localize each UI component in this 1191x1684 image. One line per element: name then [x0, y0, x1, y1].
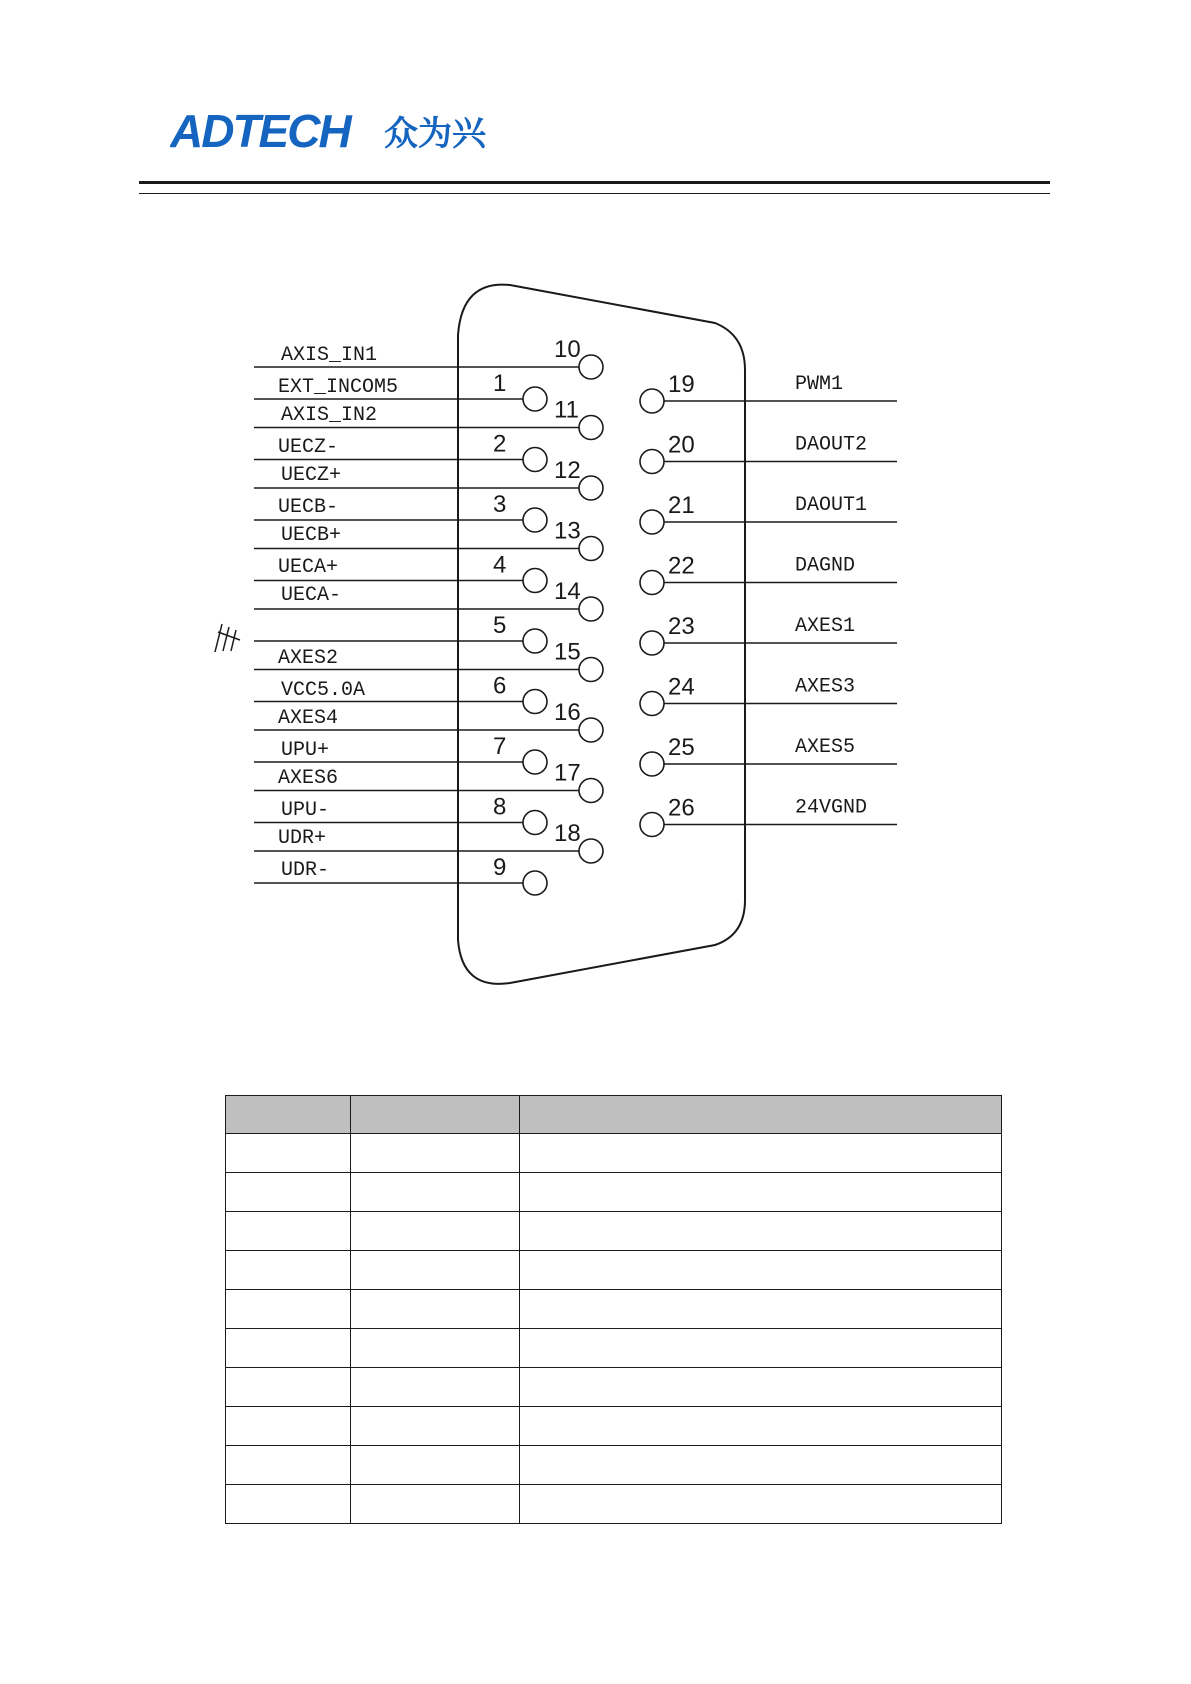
pin-26 — [640, 813, 664, 837]
table-cell — [226, 1290, 351, 1329]
pin-number-1: 1 — [493, 370, 507, 397]
pin-number-9: 9 — [493, 854, 507, 881]
table-cell — [226, 1134, 351, 1173]
right-signal-label: DAOUT2 — [795, 433, 868, 457]
table-cell — [226, 1173, 351, 1212]
left-signal-label: UECB+ — [281, 524, 342, 547]
pin-1 — [523, 387, 547, 411]
table-cell — [520, 1407, 1002, 1446]
pin-3 — [523, 508, 547, 532]
table-cell — [520, 1446, 1002, 1485]
pin-number-26: 26 — [668, 794, 695, 822]
pin-17 — [579, 779, 603, 803]
pin-number-3: 3 — [493, 491, 507, 518]
right-signal-label: AXES5 — [795, 736, 856, 759]
pin-10 — [579, 355, 603, 379]
table-cell — [226, 1368, 351, 1407]
pin-number-22: 22 — [668, 552, 695, 580]
table-cell — [520, 1485, 1002, 1524]
table-cell — [351, 1173, 520, 1212]
pin-number-10: 10 — [554, 336, 581, 363]
logo-brand-cn: 众为兴 — [384, 114, 486, 154]
table-cell — [226, 1407, 351, 1446]
pin-number-17: 17 — [554, 759, 581, 787]
right-signal-label: DAOUT1 — [795, 494, 868, 517]
pin-number-21: 21 — [668, 492, 695, 519]
pin-number-15: 15 — [554, 638, 581, 666]
table-row — [226, 1446, 1002, 1485]
left-signal-label: UPU- — [281, 799, 330, 822]
table-row — [226, 1329, 1002, 1368]
pin-22 — [640, 571, 664, 595]
table-row — [226, 1251, 1002, 1290]
left-signal-label: UECA+ — [278, 556, 339, 579]
table-cell — [351, 1446, 520, 1485]
pin-14 — [579, 597, 603, 621]
pin-12 — [579, 476, 603, 500]
pin-table-header-cell — [520, 1096, 1002, 1134]
table-cell — [520, 1251, 1002, 1290]
pin-number-5: 5 — [493, 612, 507, 639]
pin-number-24: 24 — [668, 673, 695, 701]
pin-4 — [523, 569, 547, 593]
table-cell — [351, 1134, 520, 1173]
pin-number-18: 18 — [554, 820, 581, 847]
table-cell — [351, 1212, 520, 1251]
pin-table — [225, 1095, 1002, 1524]
pin-number-16: 16 — [554, 699, 581, 726]
right-signal-label: AXES1 — [795, 615, 856, 638]
pin-number-8: 8 — [493, 793, 507, 821]
pin-7 — [523, 750, 547, 774]
table-cell — [520, 1173, 1002, 1212]
table-cell — [351, 1329, 520, 1368]
table-cell — [226, 1251, 351, 1290]
pin-11 — [579, 416, 603, 440]
pin-number-6: 6 — [493, 672, 507, 700]
left-signal-label: AXIS_IN2 — [281, 404, 378, 427]
right-signal-label: AXES3 — [795, 675, 856, 699]
pin-6 — [523, 690, 547, 714]
pin-number-13: 13 — [554, 517, 581, 545]
table-row — [226, 1368, 1002, 1407]
table-row — [226, 1485, 1002, 1524]
table-cell — [351, 1485, 520, 1524]
left-signal-label: UDR+ — [278, 827, 327, 850]
pin-19 — [640, 389, 664, 413]
pin-table-header-cell — [351, 1096, 520, 1134]
left-signal-label: AXES6 — [278, 767, 339, 790]
left-signal-label: AXES2 — [278, 647, 339, 670]
pin-table-header-row — [226, 1096, 1002, 1134]
right-signal-label: DAGND — [795, 554, 856, 578]
pin-number-2: 2 — [493, 430, 507, 458]
pin-number-19: 19 — [668, 371, 695, 398]
pin-9 — [523, 871, 547, 895]
table-row — [226, 1290, 1002, 1329]
table-row — [226, 1173, 1002, 1212]
pin-5 — [523, 629, 547, 653]
left-signal-label: UECA- — [281, 584, 342, 607]
table-cell — [520, 1368, 1002, 1407]
pin-number-14: 14 — [554, 578, 581, 605]
pin-25 — [640, 752, 664, 776]
table-cell — [226, 1446, 351, 1485]
ground-icon — [215, 624, 240, 652]
right-signal-label: PWM1 — [795, 373, 844, 396]
pin-table-header-cell — [226, 1096, 351, 1134]
left-signal-label: AXIS_IN1 — [281, 344, 378, 367]
pin-21 — [640, 510, 664, 534]
logo-brand: ADTECH — [170, 105, 350, 155]
pin-23 — [640, 631, 664, 655]
table-cell — [520, 1290, 1002, 1329]
left-signal-label: UPU+ — [281, 739, 330, 762]
left-signal-label: UECZ+ — [281, 464, 342, 487]
pin-number-23: 23 — [668, 613, 695, 640]
table-cell — [520, 1134, 1002, 1173]
pin-number-7: 7 — [493, 733, 507, 760]
left-signal-label: UECB- — [278, 496, 339, 519]
table-cell — [351, 1368, 520, 1407]
pin-number-25: 25 — [668, 734, 695, 761]
table-row — [226, 1212, 1002, 1251]
table-cell — [351, 1251, 520, 1290]
pin-8 — [523, 811, 547, 835]
table-cell — [226, 1485, 351, 1524]
right-signal-label: 24VGND — [795, 796, 868, 820]
left-signal-label: AXES4 — [278, 707, 339, 730]
pin-number-12: 12 — [554, 457, 581, 484]
pin-15 — [579, 658, 603, 682]
left-signal-label: UECZ- — [278, 436, 339, 459]
table-cell — [520, 1329, 1002, 1368]
table-cell — [226, 1329, 351, 1368]
left-signal-label: VCC5.0A — [281, 679, 366, 702]
pin-16 — [579, 718, 603, 742]
table-cell — [351, 1407, 520, 1446]
pin-number-20: 20 — [668, 431, 695, 459]
table-cell — [226, 1212, 351, 1251]
pin-2 — [523, 448, 547, 472]
table-row — [226, 1134, 1002, 1173]
pin-24 — [640, 692, 664, 716]
pin-20 — [640, 450, 664, 474]
pin-13 — [579, 537, 603, 561]
left-signal-label: EXT_INCOM5 — [278, 376, 399, 399]
table-cell — [520, 1212, 1002, 1251]
table-row — [226, 1407, 1002, 1446]
pin-number-11: 11 — [554, 396, 579, 424]
pin-18 — [579, 839, 603, 863]
pin-number-4: 4 — [493, 551, 507, 579]
left-signal-label: UDR- — [281, 859, 330, 882]
table-cell — [351, 1290, 520, 1329]
